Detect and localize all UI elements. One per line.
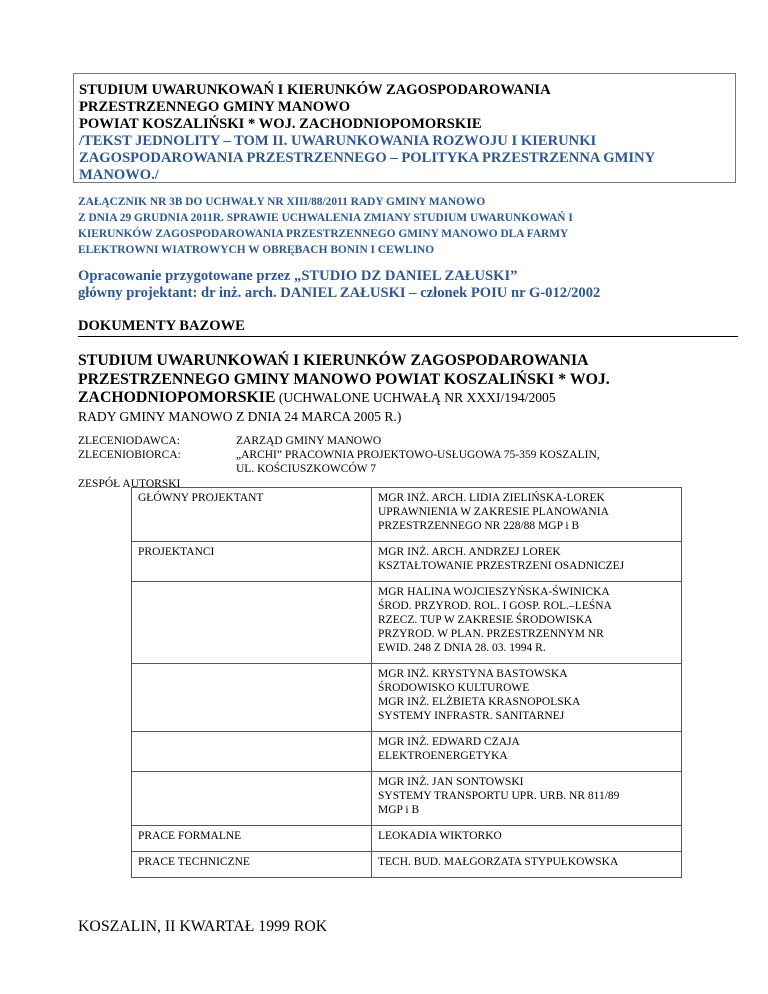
attachment-line: ZAŁĄCZNIK NR 3B DO UCHWAŁY NR XIII/88/2011 RADY GMINY MANOWO — [78, 196, 486, 208]
header-title-line: PRZESTRZENNEGO GMINY MANOWO — [79, 99, 351, 115]
author-detail-line: RZECZ. TUP W ZAKRESIE ŚRODOWISKA — [378, 614, 593, 626]
author-row — [132, 826, 682, 852]
author-row — [132, 542, 682, 582]
author-detail-line: PRZESTRZENNEGO NR 228/88 MGP i B — [378, 520, 580, 532]
author-detail-line: ELEKTROENERGETYKA — [378, 750, 508, 762]
author-role: GŁÓWNY PROJEKTANT — [132, 488, 372, 542]
author-details — [372, 732, 682, 772]
author-details — [372, 582, 682, 664]
author-detail-line: MGR HALINA WOJCIESZYŃSKA-ŚWINICKA — [378, 586, 610, 598]
header-subtitle-line: ZAGOSPODAROWANIA PRZESTRZENNEGO – POLITYKA PRZESTRZENNA GMINY — [79, 150, 656, 166]
prepared-by-studio: Opracowanie przygotowane przez „STUDIO DZ DANIEL ZAŁUSKI” — [78, 268, 518, 284]
author-row — [132, 732, 682, 772]
author-row — [132, 664, 682, 732]
study-title-line: PRZESTRZENNEGO GMINY MANOWO POWIAT KOSZALIŃSKI * WOJ. — [78, 370, 610, 388]
attachment-line: ELEKTROWNI WIATROWYCH W OBRĘBACH BONIN I CEWLINO — [78, 244, 435, 256]
author-detail-line: ŚROD. PRZYROD. ROL. I GOSP. ROL.–LEŚNA — [378, 600, 612, 612]
author-role: PRACE FORMALNE — [132, 826, 372, 852]
authors-table — [131, 487, 682, 878]
author-detail-line: SYSTEMY INFRASTR. SANITARNEJ — [378, 710, 565, 722]
study-title-line: STUDIUM UWARUNKOWAŃ I KIERUNKÓW ZAGOSPODAROWANIA — [78, 352, 589, 369]
attachment-line: KIERUNKÓW ZAGOSPODAROWANIA PRZESTRZENNEGO GMINY MANOWO DLA FARMY — [78, 228, 569, 240]
prepared-by-designer: główny projektant: dr inż. arch. DANIEL ZAŁUSKI – członek POIU nr G-012/2002 — [78, 285, 601, 301]
header-title-line: POWIAT KOSZALIŃSKI * WOJ. ZACHODNIOPOMORSKIE — [79, 116, 482, 132]
author-detail-line: MGP i B — [378, 804, 420, 816]
document-header-box — [73, 73, 736, 183]
author-detail-line: MGR INŻ. EDWARD CZAJA — [378, 736, 520, 748]
author-details — [372, 772, 682, 826]
author-detail-line: MGR INŻ. KRYSTYNA BASTOWSKA — [378, 668, 568, 680]
place-date: KOSZALIN, II KWARTAŁ 1999 ROK — [78, 918, 328, 935]
author-row — [132, 772, 682, 826]
contractor-label: ZLECENIOBIORCA: — [78, 449, 181, 461]
attachment-line: Z DNIA 29 GRUDNIA 2011R. SPRAWIE UCHWALENIA ZMIANY STUDIUM UWARUNKOWAŃ I — [78, 212, 573, 224]
contractor-address: UL. KOŚCIUSZKOWCÓW 7 — [236, 463, 377, 475]
author-details — [372, 664, 682, 732]
study-title — [78, 352, 610, 426]
author-row — [132, 488, 682, 542]
author-details — [372, 542, 682, 582]
author-detail-line: ŚRODOWISKO KULTUROWE — [378, 682, 530, 694]
author-detail-line: UPRAWNIENIA W ZAKRESIE PLANOWANIA — [378, 506, 609, 518]
prepared-by — [78, 268, 600, 302]
author-details — [372, 488, 682, 542]
header-subtitle-line: /TEKST JEDNOLITY – TOM II. UWARUNKOWANIA ROZWOJU I KIERUNKI — [79, 133, 597, 149]
author-detail-line: MGR INŻ. JAN SONTOWSKI — [378, 776, 524, 788]
author-row — [132, 852, 682, 878]
author-detail-line: MGR INŻ. ELŻBIETA KRASNOPOLSKA — [378, 696, 581, 708]
study-title-region: ZACHODNIOPOMORSKIE — [78, 389, 276, 406]
author-role — [132, 582, 372, 664]
author-detail-line: KSZTAŁTOWANIE PRZESTRZENI OSADNICZEJ — [378, 560, 625, 572]
author-detail-line: MGR INŻ. ARCH. LIDIA ZIELIŃSKA-LOREK — [378, 492, 605, 504]
author-role — [132, 664, 372, 732]
author-role: PRACE TECHNICZNE — [132, 852, 372, 878]
author-detail-line: EWID. 248 Z DNIA 28. 03. 1994 R. — [378, 642, 546, 654]
attachment-note — [78, 194, 573, 258]
study-resolution: (UCHWALONE UCHWAŁĄ NR XXXI/194/2005 — [275, 390, 556, 405]
author-role — [132, 732, 372, 772]
author-role — [132, 772, 372, 826]
base-documents-heading: DOKUMENTY BAZOWE — [78, 318, 738, 337]
client-label: ZLECENIODAWCA: — [78, 435, 180, 447]
author-row — [132, 582, 682, 664]
contractor-value: „ARCHI” PRACOWNIA PROJEKTOWO-USŁUGOWA 75-359 KOSZALIN, — [236, 449, 600, 461]
author-details — [372, 826, 682, 852]
author-detail-line: TECH. BUD. MAŁGORZATA STYPUŁKOWSKA — [378, 856, 619, 868]
author-role: PROJEKTANCI — [132, 542, 372, 582]
client-value: ZARZĄD GMINY MANOWO — [236, 435, 382, 447]
author-team-label: ZESPÓŁ AUTORSKI — [78, 478, 181, 490]
author-detail-line: LEOKADIA WIKTORKO — [378, 830, 502, 842]
author-detail-line: MGR INŻ. ARCH. ANDRZEJ LOREK — [378, 546, 561, 558]
header-title-line: STUDIUM UWARUNKOWAŃ I KIERUNKÓW ZAGOSPODAROWANIA — [79, 82, 551, 98]
study-resolution-date: RADY GMINY MANOWO Z DNIA 24 MARCA 2005 R.) — [78, 408, 402, 424]
header-subtitle-line: MANOWO./ — [79, 167, 159, 183]
author-detail-line: SYSTEMY TRANSPORTU UPR. URB. NR 811/89 — [378, 790, 620, 802]
author-details — [372, 852, 682, 878]
author-detail-line: PRZYROD. W PLAN. PRZESTRZENNYM NR — [378, 628, 604, 640]
